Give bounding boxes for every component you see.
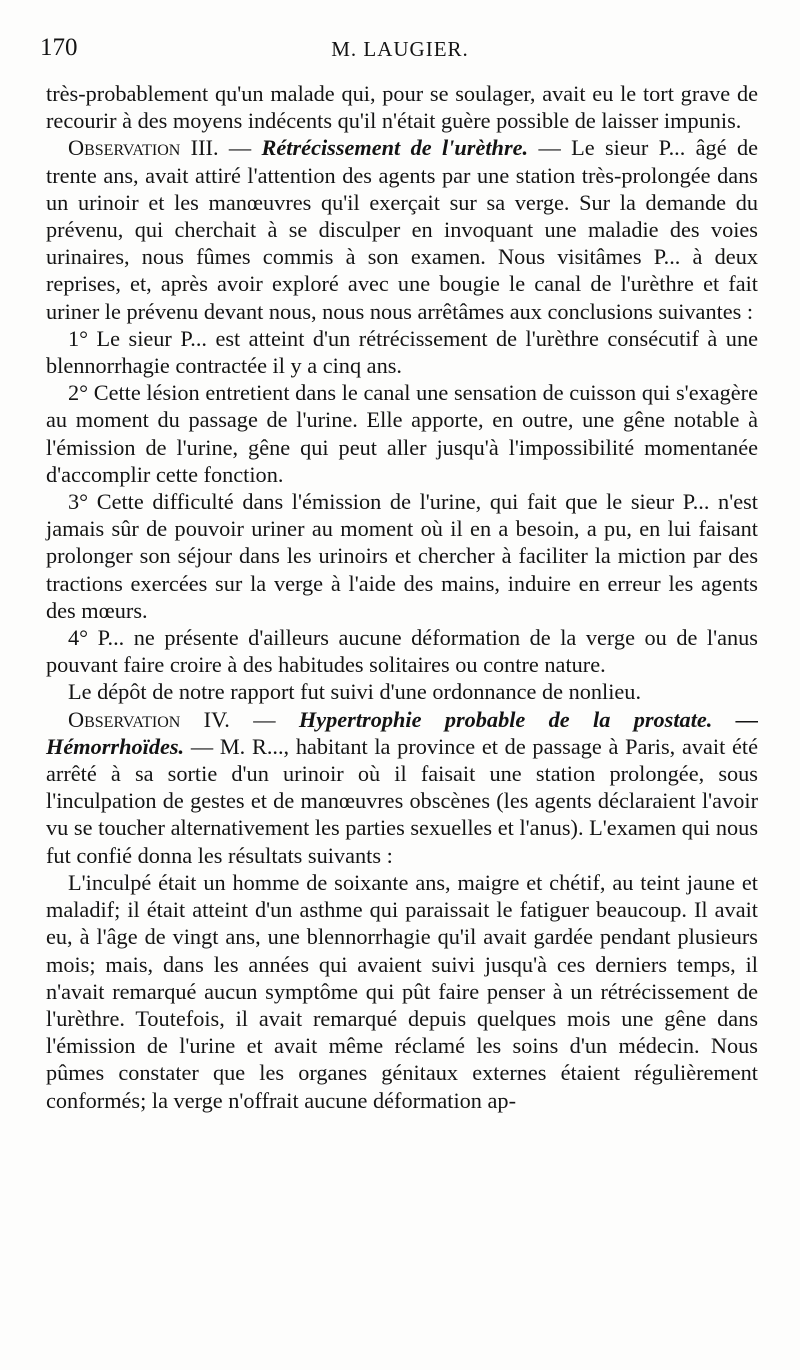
paragraph-text: 2° Cette lésion entretient dans le canal une sensation de cuisson qui s'exagère au moment du passage de l'urine. Elle apporte, en outre, une gêne notable à l'émission de l'urine, gêne qui peut aller jusqu'à l'impossibilité momentanée d'accomplir cette fonction.	[46, 380, 758, 487]
paragraph-text: 1° Le sieur P... est atteint d'un rétrécissement de l'urèthre consécutif à une blennorrhagie contractée il y a cinq ans.	[46, 325, 758, 379]
paragraph-text: 4° P... ne présente d'ailleurs aucune déformation de la verge ou de l'anus pouvant faire croire à des habitudes solitaires ou contre nature.	[46, 625, 758, 678]
paragraph-text: — Le sieur P... âgé de trente ans, avait attiré l'attention des agents par une station très-prolongée dans un urinoir et les manœuvres qu'il exerçait sur sa verge. Sur la demande du prévenu, qui cherchait à se disculper en invoquant une maladie des voies urinaires, nous fûmes commis à son examen. Nous visitâmes P... à deux reprises, et, après avoir exploré avec une bougie le canal de l'urèthre et fait uriner le prévenu devant nous, nous nous arrêtâmes aux conclusions suivantes :	[46, 135, 759, 324]
observation-label: Observation IV.	[68, 706, 230, 732]
paragraph-text: L'inculpé était un homme de soixante ans, maigre et chétif, au teint jaune et maladif; il était atteint d'un asthme qui paraissait le fatiguer beaucoup. Il avait eu, à l'âge de vingt ans, une blennorrhagie qu'il avait gardée pendant plusieurs mois; mais, dans les années qui avaient suivi jusqu'à ces derniers temps, il n'avait remarqué aucun symptôme qui pût faire penser à un rétrécissement de l'urèthre. Toutefois, il avait remarqué depuis quelques mois une gêne dans l'émission de l'urine et avait même réclamé les soins d'un médecin. Nous pûmes constater que les organes génitaux externes étaient régulièrement conformés; la verge n'offrait aucune déformation ap-	[46, 869, 758, 1113]
paragraph	[46, 624, 758, 678]
observation-heading-paragraph	[46, 706, 758, 869]
paragraph	[46, 678, 758, 705]
paragraph	[46, 488, 758, 624]
dash-separator: —	[218, 135, 262, 161]
paragraph	[46, 379, 758, 488]
paragraph	[46, 80, 758, 134]
observation-title: Hypertrophie probable de la prostate. — Hémorrhoïdes.	[46, 706, 758, 759]
paragraph-text: — M. R..., habitant la province et de passage à Paris, avait été arrêté à sa sortie d'un urinoir où il faisait une station prolongée, sous l'inculpation de gestes et de manœuvres obscènes (les agents déclaraient l'avoir vu se toucher alternativement les parties sexuelles et l'anus). L'examen qui nous fut confié donna les résultats suivants :	[46, 733, 758, 868]
page-number: 170	[40, 34, 78, 61]
paragraph-text: très-probablement qu'un malade qui, pour se soulager, avait eu le tort grave de recourir à des moyens indécents qu'il n'était guère possible de laisser impunis.	[46, 81, 758, 134]
dash-separator: —	[229, 706, 299, 732]
observation-label: Observation III.	[68, 135, 219, 161]
observation-title: Rétrécissement de l'urèthre.	[261, 135, 529, 161]
paragraph	[46, 869, 758, 1114]
running-title: M. LAUGIER.	[331, 37, 469, 61]
paragraph-text: 3° Cette difficulté dans l'émission de l'urine, qui fait que le sieur P... n'est jamais sûr de pouvoir uriner au moment où il en a besoin, a pu, en lui faisant prolonger son séjour dans les urinoirs et chercher à faciliter la miction par des tractions exercées sur la verge à l'aide des mains, induire en erreur les agents des mœurs.	[46, 489, 758, 623]
page-header	[40, 34, 760, 68]
paragraph-text: Le dépôt de notre rapport fut suivi d'une ordonnance de nonlieu.	[68, 679, 642, 705]
body-text	[46, 80, 758, 1114]
observation-heading-paragraph	[46, 134, 758, 324]
paragraph	[46, 325, 758, 379]
